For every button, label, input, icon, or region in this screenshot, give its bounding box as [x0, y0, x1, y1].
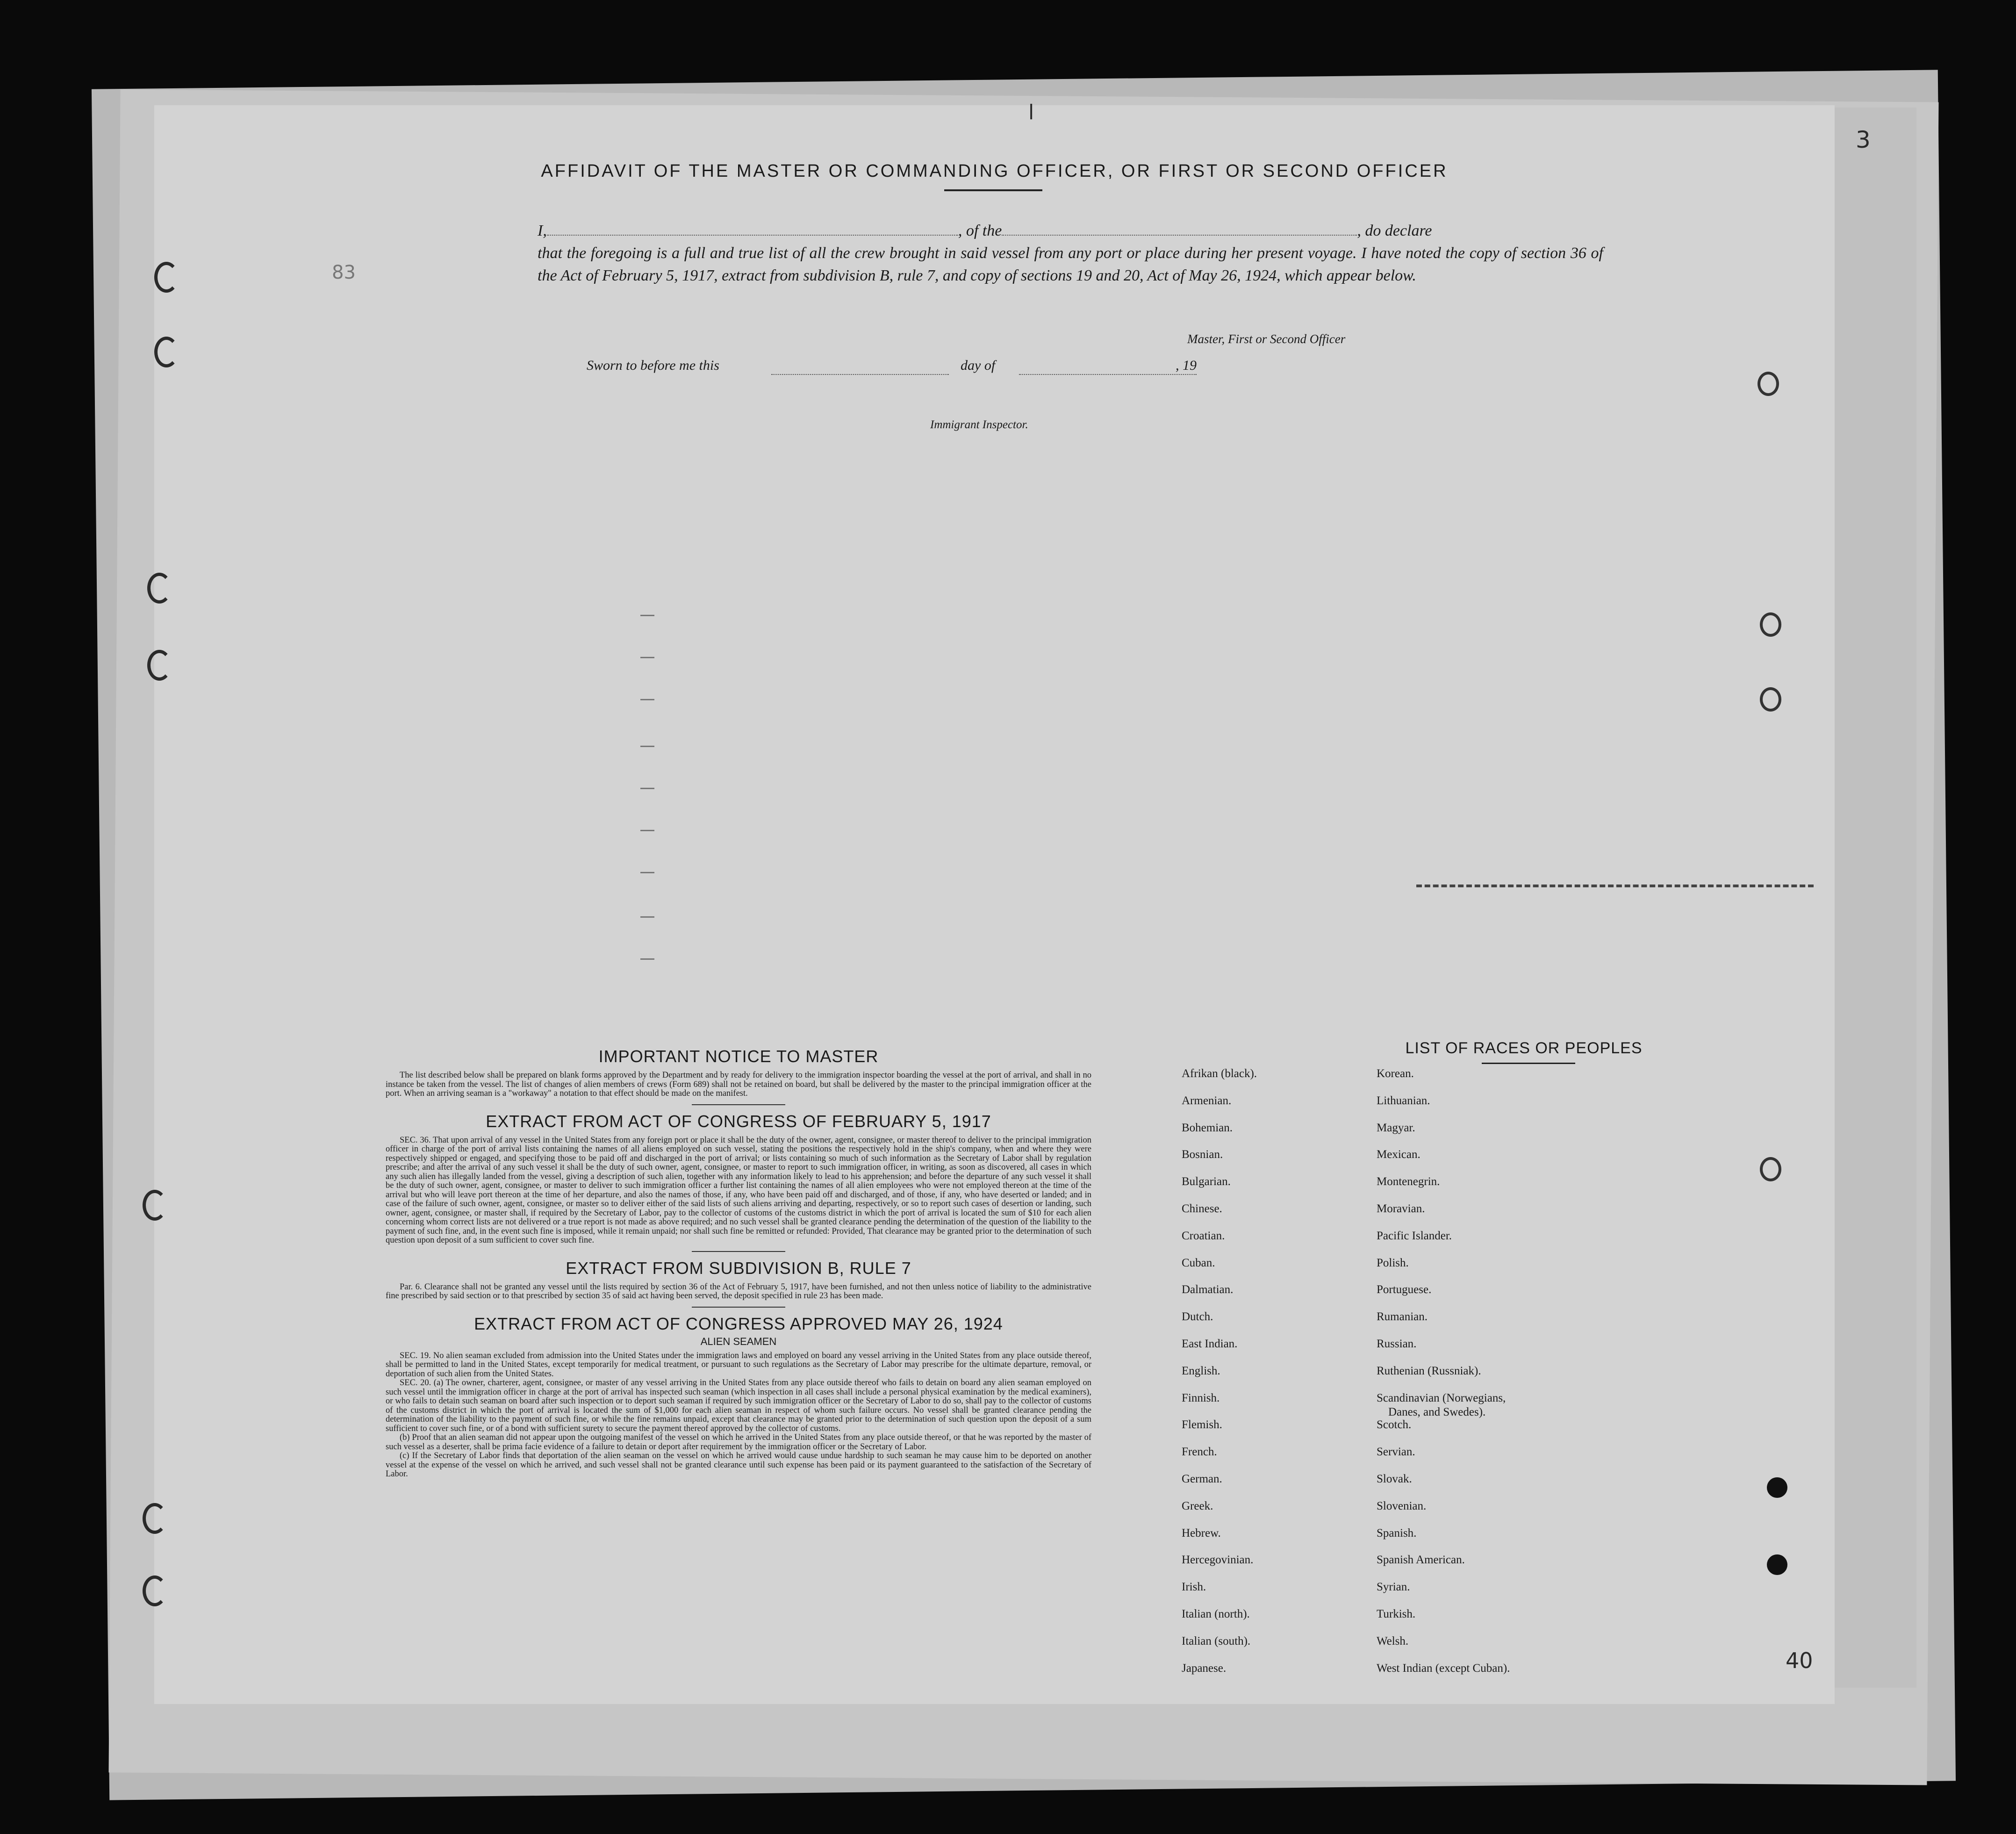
binding-hole: [147, 573, 172, 604]
race-item: Chinese.: [1182, 1202, 1222, 1215]
extract-1924-subheading: ALIEN SEAMEN: [700, 1335, 777, 1347]
title-underline: [944, 189, 1042, 191]
affidavit-declare: , do declare: [1357, 222, 1432, 239]
race-item: Portuguese.: [1377, 1283, 1432, 1296]
race-item: Russian.: [1377, 1338, 1417, 1350]
tick-mark: [640, 872, 654, 873]
sworn-day-blank[interactable]: [771, 360, 949, 375]
race-item: Afrikan (black).: [1182, 1067, 1257, 1080]
sec20c-text: (c) If the Secretary of Labor finds that deportation of the alien seaman on the vessel on which he arrived would cause undue hardship to such seaman he may cause him to be deported on another vessel at the expense of the vessel on which he arrived, and such vessel shall not be granted clearance until such expense has been paid or its payment guaranteed to the satisfaction of the Secretary of Labor.: [386, 1451, 1091, 1479]
officer-name-blank[interactable]: [547, 221, 958, 236]
race-item: Dutch.: [1182, 1310, 1213, 1323]
race-item: French.: [1182, 1446, 1217, 1459]
binding-hole: [143, 1503, 167, 1534]
handwritten-mark-top: l: [1028, 101, 1034, 124]
race-item: Moravian.: [1377, 1202, 1425, 1215]
race-item: Syrian.: [1377, 1581, 1410, 1594]
race-item: Servian.: [1377, 1446, 1415, 1459]
tick-mark: [640, 615, 654, 616]
tick-mark: [640, 958, 654, 960]
binding-hole: [147, 650, 172, 681]
affidavit-i: I,: [538, 222, 547, 239]
signature-label: Master, First or Second Officer: [1187, 332, 1346, 346]
handwritten-mark-bottom: 40: [1786, 1648, 1813, 1673]
race-item: Spanish.: [1377, 1526, 1417, 1539]
race-item: Armenian.: [1182, 1094, 1232, 1107]
punch-ring: [1760, 1157, 1781, 1181]
race-item: Cuban.: [1182, 1256, 1215, 1269]
affidavit-of-the: , of the: [958, 222, 1002, 239]
race-item: Bulgarian.: [1182, 1175, 1231, 1188]
tick-mark: [640, 788, 654, 789]
punch-hole: [1767, 1554, 1787, 1575]
punch-hole: [1767, 1477, 1787, 1498]
races-title-underline: [1482, 1063, 1575, 1064]
race-item: Magyar.: [1377, 1121, 1415, 1134]
race-item: West Indian (except Cuban).: [1377, 1661, 1510, 1675]
extract-1924-heading: EXTRACT FROM ACT OF CONGRESS APPROVED MAY 26, 1924: [474, 1314, 1003, 1333]
notice-column: [386, 1040, 1091, 1479]
notice-body: The list described below shall be prepared on blank forms approved by the Department and by ready for delivery to the immigration inspector boarding the vessel at the port of arrival, and shall in no instance be taken from the vessel. The list of changes of alien members of crews (Form 689) shall not be retained on board, but shall be delivered by the master to the principal immigration officer at the port. When an arriving seaman is a "workaway" a notation to that effect should be made on the manifest.: [386, 1071, 1091, 1098]
extract-rule7-body: Par. 6. Clearance shall not be granted any vessel until the lists required by section 36 of the Act of February 5, 1917, have been furnished, and not then unless notice of liability to the administrative fine prescribed by said section or to that prescribed by section 35 of said act having been served, the deposit specified in rule 23 has been made.: [386, 1282, 1091, 1301]
extract-1917-heading: EXTRACT FROM ACT OF CONGRESS OF FEBRUARY 5, 1917: [486, 1111, 991, 1131]
race-item: Italian (north).: [1182, 1608, 1250, 1620]
race-item: Hebrew.: [1182, 1526, 1221, 1539]
race-item: Scandinavian (Norwegians,: [1377, 1391, 1506, 1404]
race-item: Pacific Islander.: [1377, 1229, 1452, 1242]
race-item: German.: [1182, 1473, 1222, 1485]
race-item: Bohemian.: [1182, 1121, 1233, 1134]
race-item: Greek.: [1182, 1499, 1213, 1512]
race-item: East Indian.: [1182, 1338, 1238, 1350]
race-item: Italian (south).: [1182, 1634, 1251, 1647]
race-item: English.: [1182, 1364, 1220, 1377]
race-item: Slovak.: [1377, 1473, 1412, 1485]
tick-mark: [640, 916, 654, 918]
affidavit-text: [538, 220, 1603, 287]
race-item: Danes, and Swedes).: [1388, 1405, 1486, 1418]
stacked-page-edges: [1823, 108, 1916, 1688]
tick-mark: [640, 830, 654, 831]
race-item: Finnish.: [1182, 1391, 1220, 1404]
day-of-label: day of: [961, 358, 996, 373]
race-item: Hercegovinian.: [1182, 1554, 1254, 1567]
divider: [692, 1251, 785, 1252]
race-item: Scotch.: [1377, 1418, 1412, 1431]
affidavit-body: that the foregoing is a full and true list of all the crew brought in said vessel from any port or place during her present voyage. I have noted the copy of section 36 of the Act of February 5, 1917, extract from subdivision B, rule 7, and copy of sections 19 and 20, Act of May 26, 1924, which appear below.: [538, 245, 1603, 284]
race-item: Ruthenian (Russniak).: [1377, 1364, 1481, 1377]
race-item: Dalmatian.: [1182, 1283, 1234, 1296]
race-item: Slovenian.: [1377, 1499, 1427, 1512]
race-item: Mexican.: [1377, 1148, 1421, 1161]
sworn-month-blank[interactable]: [1019, 360, 1197, 375]
tick-mark: [640, 699, 654, 700]
race-item: Rumanian.: [1377, 1310, 1428, 1323]
handwritten-page-number: 3: [1856, 126, 1871, 153]
race-item: Lithuanian.: [1377, 1094, 1430, 1107]
race-item: Spanish American.: [1377, 1554, 1465, 1567]
race-item: Polish.: [1377, 1256, 1409, 1269]
binding-hole: [154, 262, 179, 293]
sec19-text: SEC. 19. No alien seaman excluded from admission into the United States under the immigration laws and employed on board any vessel arriving in the United States from any place outside thereof, shall be permitted to land in the United States, except temporarily for medical treatment, or pursuant to such regulations as the Secretary of Labor may prescribe for the ultimate departure, removal, or deportation of such alien from the United States.: [386, 1351, 1091, 1379]
extract-1917-body: SEC. 36. That upon arrival of any vessel in the United States from any foreign port or place it shall be the duty of the owner, agent, consignee, or master thereof to deliver to the principal immigration officer in charge of the port of arrival lists containing the names of all aliens employed on such vessel, stating the positions the respectively hold in the ship's company, when and where they were respectively shipped or engaged, and specifying those to be paid off and discharged in the port of arrival; or lists containing so much of such information as the Secretary of Labor shall by regulation prescribe; and after the arrival of any such vessel it shall be the duty of such owner, agent, consignee, or master to report to such immigration officer, in writing, as soon as discovered, all cases in which any such alien has illegally landed from the vessel, giving a description of such alien, together with any information likely to lead to his apprehension; and before the departure of any such vessel it shall be the duty of such owner, agent, consignee, or master to deliver to such immigration officer a further list containing the names of all alien employees who were not employed thereon at the time of the arrival but who will leave port thereon at the time of her departure, and also the names of those, if any, who have been paid off and discharged, and of those, if any, who have deserted or landed; and in case of the failure of such owner, agent, consignee, or master so to deliver either of the said lists of such aliens arriving and departing, respectively, or so to report such cases of desertion or landing, such owner, agent, consignee, or master shall, if required by the Secretary of Labor, pay to the collector of customs of the customs district in which the port of arrival is located the sum of $10 for each alien concerning whom correct lists are not delivered or a true report is not made as above required; and no such vessel shall be granted clearance pending the determination of the question of the liability to the payment of such fine, and, in the event such fine is imposed, while it remain unpaid; nor shall such fine be remitted or refunded: Provided, That clearance may be granted prior to the determination of such question upon deposit of a sum sufficient to cover such fine.: [386, 1135, 1091, 1245]
sworn-label: Sworn to before me this: [587, 358, 719, 373]
races-title: LIST OF RACES OR PEOPLES: [1405, 1039, 1643, 1057]
race-item: Japanese.: [1182, 1661, 1227, 1675]
inspector-label: Immigrant Inspector.: [930, 418, 1028, 431]
race-item: Croatian.: [1182, 1229, 1225, 1242]
bleed-through-row: [1416, 885, 1814, 887]
punch-ring: [1760, 687, 1781, 712]
punch-ring: [1758, 372, 1779, 396]
extract-rule7-heading: EXTRACT FROM SUBDIVISION B, RULE 7: [566, 1258, 911, 1278]
tick-mark: [640, 746, 654, 747]
divider: [692, 1307, 785, 1308]
race-item: Welsh.: [1377, 1634, 1409, 1647]
year-label: , 19: [1176, 358, 1197, 373]
binding-hole: [143, 1575, 167, 1606]
race-item: Bosnian.: [1182, 1148, 1223, 1161]
affidavit-title: AFFIDAVIT OF THE MASTER OR COMMANDING OFFICER, OR FIRST OR SECOND OFFICER: [541, 161, 1448, 181]
vessel-name-blank[interactable]: [1002, 221, 1357, 236]
sec20b-text: (b) Proof that an alien seaman did not appear upon the outgoing manifest of the vessel on which he arrived in the United States from any place outside thereof, or that he was reported by the master of such vessel as a deserter, shall be prima facie evidence of a failure to detain or deport after requirement by the immigration officer or the Secretary of Labor.: [386, 1433, 1091, 1452]
race-item: Flemish.: [1182, 1418, 1222, 1431]
manifest-back-page: [154, 101, 1871, 1704]
faint-stamp-number: 83: [332, 262, 356, 283]
race-item: Irish.: [1182, 1581, 1206, 1594]
sec20a-text: SEC. 20. (a) The owner, charterer, agent, consignee, or master of any vessel arriving in the United States from any place outside thereof who fails to detain on board any alien seaman employed on such vessel until the immigration officer in charge at the port of arrival has inspected such seaman (which inspection in all cases shall include a personal physical examination by the medical examiners), or who fails to detain such seaman on board after such inspection or to deport such seaman if required by such immigration officer or the Secretary of Labor to do so, shall pay to the collector of customs of the customs district in which the port of arrival is located the sum of $1,000 for each alien seaman in respect of whom such failure occurs. No vessel shall be granted clearance pending the determination of the liability to the payment of such fine, or while the fine remains unpaid, except that clearance may be granted prior to the determination of such question upon the deposit of a sum sufficient to cover such fine, or of a bond with sufficient surety to secure the payment thereof approved by the collector of customs.: [386, 1378, 1091, 1433]
punch-ring: [1760, 612, 1781, 637]
divider: [692, 1104, 785, 1105]
race-item: Turkish.: [1377, 1608, 1416, 1620]
notice-heading: IMPORTANT NOTICE TO MASTER: [598, 1047, 879, 1066]
race-item: Montenegrin.: [1377, 1175, 1440, 1188]
race-item: Korean.: [1377, 1067, 1414, 1080]
binding-hole: [154, 337, 179, 367]
binding-hole: [143, 1190, 167, 1221]
tick-mark: [640, 657, 654, 658]
